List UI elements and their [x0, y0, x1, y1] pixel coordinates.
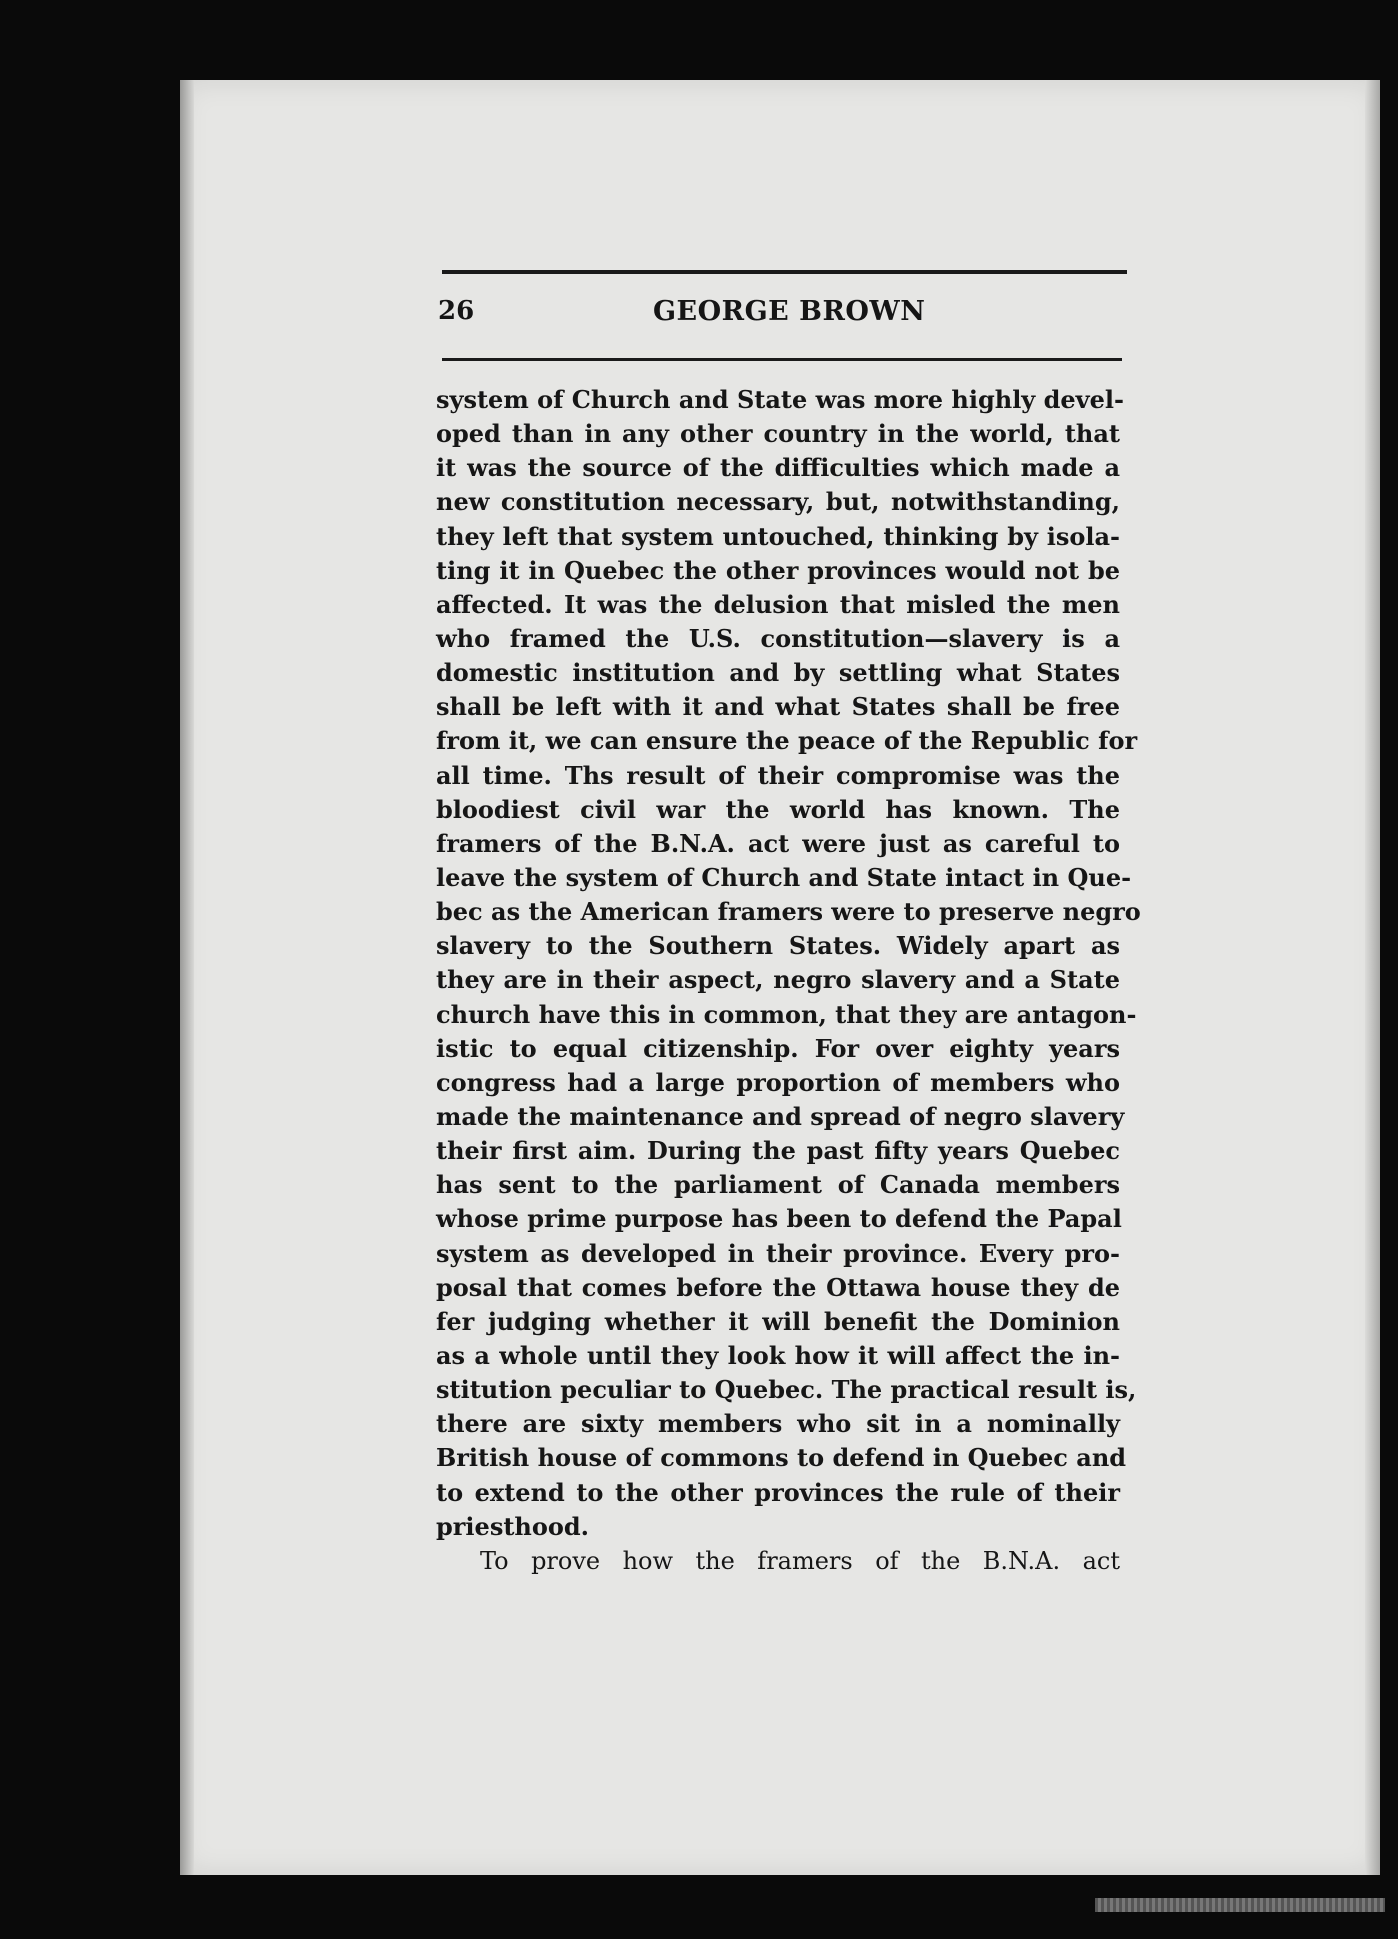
text-line: their first aim. During the past fifty years Quebec — [436, 1136, 1120, 1166]
text-line: bloodiest civil war the world has known. The — [436, 794, 1120, 824]
text-line: system as developed in their province. Every pro- — [436, 1238, 1120, 1268]
text-line: who framed the U.S. constitution—slavery is a — [436, 623, 1120, 653]
running-head: GEORGE BROWN — [653, 296, 926, 327]
page-left-edge — [180, 80, 194, 1875]
header-top-rule — [442, 270, 1127, 274]
text-line: stitution peculiar to Quebec. The practical result is, — [436, 1375, 1137, 1405]
page-header — [438, 296, 1128, 336]
text-line: oped than in any other country in the world, that — [436, 419, 1120, 449]
text-line: whose prime purpose has been to defend the Papal — [436, 1204, 1122, 1234]
text-line: church have this in common, that they are antagon- — [436, 999, 1137, 1029]
text-line: they left that system untouched, thinking by isola- — [436, 521, 1120, 551]
text-line: shall be left with it and what States shall be free — [436, 692, 1120, 722]
text-line: all time. Ths result of their compromise was the — [436, 760, 1120, 790]
paragraph-end-line: priesthood. — [436, 1511, 590, 1541]
page-right-edge — [1365, 80, 1380, 1875]
text-line: framers of the B.N.A. act were just as careful to — [436, 828, 1120, 858]
text-line: made the maintenance and spread of negro slavery — [436, 1101, 1125, 1131]
text-line: slavery to the Southern States. Widely apart as — [436, 931, 1120, 961]
text-line: fer judging whether it will benefit the Dominion — [436, 1306, 1120, 1336]
text-line: they are in their aspect, negro slavery and a State — [436, 965, 1120, 995]
text-line: posal that comes before the Ottawa house they de — [436, 1272, 1120, 1302]
text-line: congress had a large proportion of members who — [436, 1067, 1120, 1097]
text-line: it was the source of the difficulties which made a — [436, 453, 1120, 483]
paragraph-start-line: To prove how the framers of the B.N.A. act — [480, 1546, 1120, 1575]
body-text — [436, 383, 1141, 1578]
page-number: 26 — [438, 296, 475, 326]
header-bottom-rule — [442, 358, 1122, 361]
text-line: there are sixty members who sit in a nominally — [436, 1409, 1120, 1439]
text-line: British house of commons to defend in Quebec and — [436, 1443, 1127, 1473]
text-line: new constitution necessary, but, notwithstanding, — [436, 487, 1120, 517]
text-line: ting it in Quebec the other provinces would not be — [436, 555, 1120, 585]
text-line: domestic institution and by settling what States — [436, 658, 1120, 688]
scan-edge-artifact — [1095, 1898, 1385, 1912]
text-line: bec as the American framers were to preserve negro — [436, 897, 1141, 927]
text-line: leave the system of Church and State intact in Que- — [436, 862, 1132, 892]
text-line: affected. It was the delusion that misled the men — [436, 589, 1120, 619]
text-line: has sent to the parliament of Canada members — [436, 1170, 1120, 1200]
text-line: istic to equal citizenship. For over eighty years — [436, 1033, 1120, 1063]
text-line: system of Church and State was more highly devel- — [436, 385, 1124, 414]
text-line: to extend to the other provinces the rule of their — [436, 1477, 1120, 1507]
text-line: from it, we can ensure the peace of the Republic for — [436, 726, 1138, 756]
text-line: as a whole until they look how it will affect the in- — [436, 1340, 1120, 1370]
